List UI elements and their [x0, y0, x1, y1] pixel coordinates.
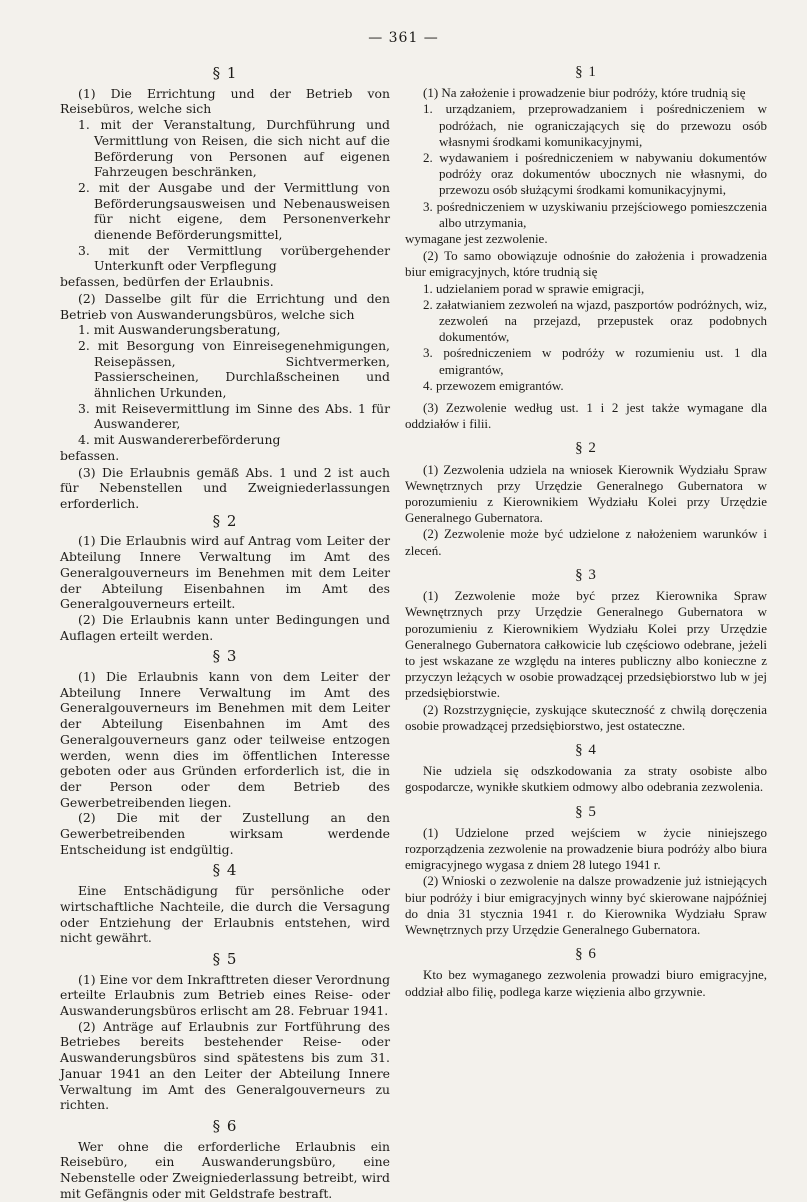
paragraph: (2) Wnioski o zezwolenie na dalsze prowadzenie już istniejących biur podróży i biur emigracyjnych winny być skierowane najpóźniej do dnia 31 stycznia 1941 r. do Kierownika Wydziału Spraw Wewnętrznych przy Urzędzie Generalnego Gubernatora.: [405, 873, 767, 937]
paragraph: (1) Zezwolenia udziela na wniosek Kierownik Wydziału Spraw Wewnętrznych przy Urzędzie Generalnego Gubernatora w porozumieniu z Kierownikiem Wydziału Kolei przy Urzędzie Generalnego Gubernatora.: [405, 461, 767, 526]
section-heading: § 1: [212, 64, 238, 82]
paragraph-end: wymagane jest zezwolenie.: [405, 231, 548, 247]
polish-column: [405, 64, 767, 1000]
list-item: 3. mit Reisevermittlung im Sinne des Abs. 1 für Auswanderer,: [78, 400, 390, 432]
paragraph: (1) Udzielone przed wejściem w życie niniejszego rozporządzenia zezwolenie na prowadzenie biura podróży albo biura emigracyjnego wygasa z dniem 28 lutego 1941 r.: [405, 824, 767, 873]
list-item: 4. mit Auswandererbeförderung: [78, 432, 281, 448]
paragraph: Nie udziela się odszkodowania za straty osobiste albo gospodarcze, wynikłe skutkiem odmowy albo odebrania zezwolenia.: [405, 763, 767, 795]
paragraph: (3) Zezwolenie według ust. 1 i 2 jest także wymagane dla oddziałów i filii.: [405, 400, 767, 432]
section-heading: § 3: [212, 647, 238, 666]
section-heading: § 6: [575, 946, 597, 963]
paragraph: (2) Anträge auf Erlaubnis zur Fortführung des Betriebes bereits bestehender Reise- oder Auswanderungsbüros sind spätestens bis zum 31. Januar 1941 an den Leiter der Abteilung Innere Verwaltung im Amt des Generalgouverneurs zu richten.: [60, 1018, 390, 1113]
section-heading: § 4: [575, 741, 597, 758]
list-item: 3. pośredniczeniem w podróży w rozumieniu ust. 1 dla emigrantów,: [423, 345, 767, 377]
paragraph: (2) To samo obowiązuje odnośnie do założenia i prowadzenia biur emigracyjnych, które trudnią się: [405, 248, 767, 280]
paragraph: (1) Die Erlaubnis kann von dem Leiter der Abteilung Innere Verwaltung im Amt des Generalgouverneurs im Benehmen mit dem Leiter der Abteilung Eisenbahnen im Amt des Generalgouverneurs ganz oder teilweise entzogen werden, wenn dies im öffentlichen Interesse geboten oder aus Gründen erforderlich ist, die in der Person oder dem Betrieb des Gewerbetreibenden liegen.: [60, 669, 390, 810]
paragraph: (1) Zezwolenie może być przez Kierownika Spraw Wewnętrznych przy Urzędzie Generalnego Gubernatora w porozumieniu z Kierownikiem Wydziału Kolei przy Urzędzie Generalnego Gubernatora całkowicie lub częściowo odebrane, jeżeli to jest wskazane ze względu na interes publiczny albo konieczne z przyczyn leżących w osobie prowadzącej przedsiębiorstwo lub w jej przedsiębiorstwie.: [405, 588, 767, 701]
page-number: — 361 —: [368, 30, 439, 46]
list-item: 3. pośredniczeniem w uzyskiwaniu przejściowego pomieszczenia albo utrzymania,: [423, 198, 767, 230]
section-heading: § 5: [575, 803, 597, 820]
paragraph: (1) Na założenie i prowadzenie biur podróży, które trudnią się: [423, 85, 746, 101]
section-heading: § 5: [212, 949, 238, 968]
section-heading: § 4: [212, 861, 238, 880]
section-heading: § 1: [575, 64, 597, 80]
paragraph: (1) Die Erlaubnis wird auf Antrag vom Leiter der Abteilung Innere Verwaltung im Amt des Generalgouverneurs im Benehmen mit dem Leiter der Abteilung Eisenbahnen im Amt des Generalgouverneurs erteilt.: [60, 533, 390, 612]
list-item: 4. przewozem emigrantów.: [423, 377, 564, 393]
section-heading: § 2: [212, 511, 238, 530]
paragraph: Wer ohne die erforderliche Erlaubnis ein Reisebüro, ein Auswanderungsbüro, eine Nebenstelle oder Zweigniederlassung betreibt, wird mit Gefängnis oder mit Geldstrafe bestraft.: [60, 1138, 390, 1201]
list-item: 1. urządzaniem, przeprowadzaniem i pośredniczeniem w podróżach, nie ograniczających się do przewozu osób własnymi środkami komunikacyjnymi,: [423, 101, 767, 149]
paragraph-end: befassen, bedürfen der Erlaubnis.: [60, 274, 274, 290]
paragraph: (2) Die Erlaubnis kann unter Bedingungen und Auflagen erteilt werden.: [60, 611, 390, 643]
paragraph: (2) Rozstrzygnięcie, zyskujące skuteczność z chwilą doręczenia osobie prowadzącej przedsiębiorstwo, jest ostateczne.: [405, 701, 767, 733]
paragraph: (1) Eine vor dem Inkrafttreten dieser Verordnung erteilte Erlaubnis zum Betrieb eines Reise- oder Auswanderungsbüros erlischt am 28. Februar 1941.: [60, 971, 390, 1019]
list-item: 2. mit der Ausgabe und der Vermittlung von Beförderungsausweisen und Nebenausweisen für nicht eigene, dem Personenverkehr dienende Beförderungsmittel,: [78, 179, 390, 243]
paragraph: (2) Dasselbe gilt für die Errichtung und den Betrieb von Auswanderungsbüros, welche sich: [60, 290, 390, 322]
paragraph: Eine Entschädigung für persönliche oder wirtschaftliche Nachteile, die durch die Versagung oder Entziehung der Erlaubnis entstehen, wird nicht gewährt.: [60, 883, 390, 946]
list-item: 1. mit der Veranstaltung, Durchführung und Vermittlung von Reisen, die sich nicht auf die Beförderung von Personen auf eigenen Fahrzeugen beschränken,: [78, 117, 390, 180]
section-heading: § 2: [575, 440, 597, 457]
german-column: [60, 64, 390, 1202]
section-heading: § 3: [575, 566, 597, 583]
paragraph: (2) Die mit der Zustellung an den Gewerbetreibenden wirksam werdende Entscheidung ist endgültig.: [60, 810, 390, 857]
list-item: 2. mit Besorgung von Einreisegenehmigungen, Reisepässen, Sichtvermerken, Passierscheinen, Durchlaßscheinen und ähnlichen Urkunden,: [78, 337, 390, 401]
paragraph: (1) Die Errichtung und der Betrieb von Reisebüros, welche sich: [60, 85, 390, 117]
list-item: 2. załatwianiem zezwoleń na wjazd, paszportów podróżnych, wiz, zezwoleń na przejazd, przepustek oraz podobnych dokumentów,: [423, 296, 768, 345]
list-item: 1. mit Auswanderungsberatung,: [78, 322, 281, 338]
paragraph: (2) Zezwolenie może być udzielone z nałożeniem warunków i zleceń.: [405, 526, 767, 558]
list-item: 2. wydawaniem i pośredniczeniem w nabywaniu dokumentów podróży oraz dokumentów ubocznych nie własnymi, do przewozu osób służącymi środkami komunikacyjnymi,: [423, 150, 767, 198]
paragraph: Kto bez wymaganego zezwolenia prowadzi biuro emigracyjne, oddział albo filię, podlega karze więzienia albo grzywnie.: [405, 967, 767, 999]
paragraph-end: befassen.: [60, 447, 120, 463]
list-item: 3. mit der Vermittlung vorübergehender Unterkunft oder Verpflegung: [78, 242, 390, 274]
list-item: 1. udzielaniem porad w sprawie emigracji,: [423, 280, 645, 296]
section-heading: § 6: [212, 1117, 238, 1135]
paragraph: (3) Die Erlaubnis gemäß Abs. 1 und 2 ist auch für Nebenstellen und Zweigniederlassungen erforderlich.: [60, 464, 390, 511]
